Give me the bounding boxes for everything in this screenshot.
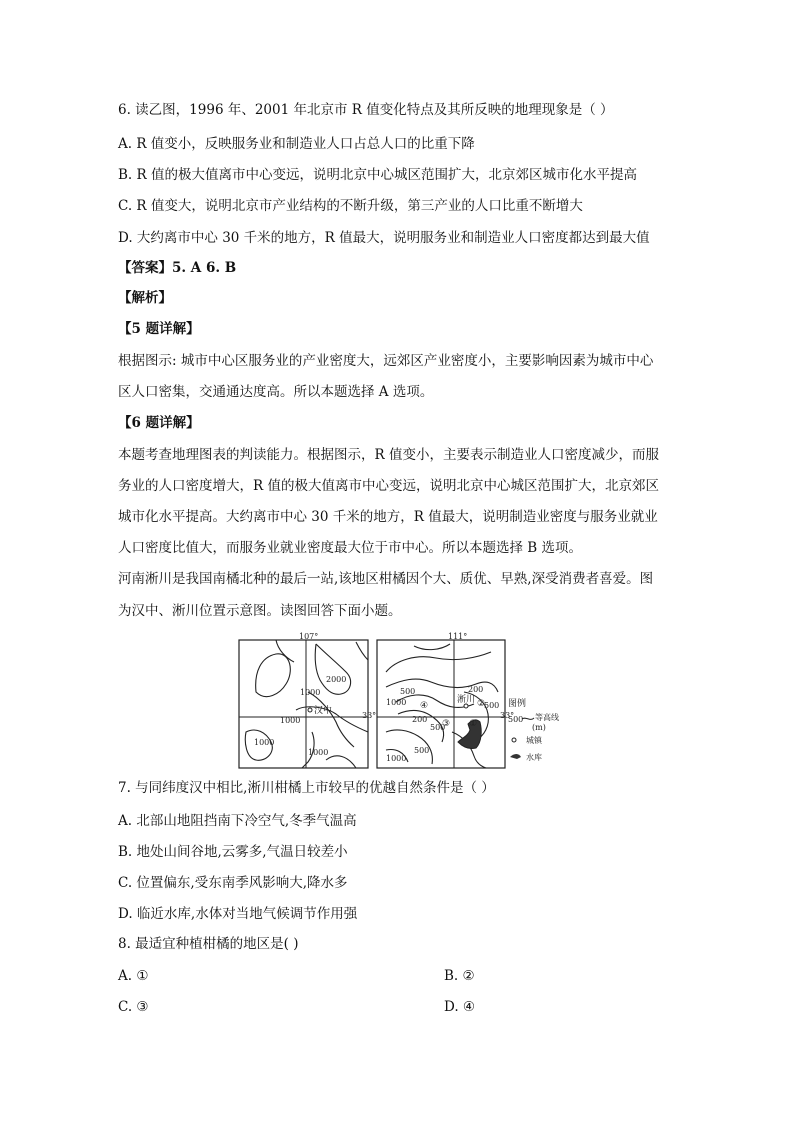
legend-contour-symbol [522, 718, 534, 719]
intro-line: 为汉中、淅川位置示意图。读图回答下面小题。 [118, 603, 402, 619]
q6-detail-line: 本题考查地理图表的判读能力。根据图示，R 值变小，主要表示制造业人口密度减少，而服 [118, 447, 659, 463]
contour-label: 1000 [300, 688, 321, 697]
q6-detail-line: 人口密度比值大，而服务业就业密度最大位于市中心。所以本题选择 B 选项。 [118, 540, 583, 556]
q6-detail-line: 城市化水平提高。大约离市中心 30 千米的地方，R 值最大，说明制造业密度与服务业就业 [118, 509, 658, 525]
contour-label: 1000 [308, 748, 329, 757]
area-mark-3: ③ [442, 719, 451, 729]
question-6-option-d: D. 大约离市中心 30 千米的地方，R 值最大，说明服务业和制造业人口密度都达到最大值 [118, 230, 650, 246]
question-6-option-b: B. R 值的极大值离市中心变远，说明北京中心城区范围扩大，北京郊区城市化水平提高 [118, 167, 637, 183]
contour-label: 500 [430, 723, 446, 732]
question-8-option-c: C. ③ [118, 999, 149, 1015]
question-8-option-b: B. ② [444, 968, 475, 984]
legend-title: 图例 [508, 699, 527, 709]
question-7-option-c: C. 位置偏东,受东南季风影响大,降水多 [118, 875, 348, 891]
intro-line: 河南淅川是我国南橘北种的最后一站,该地区柑橘因个大、质优、早熟,深受消费者喜爱。图 [118, 571, 654, 587]
contour-label: 500 [400, 687, 416, 696]
contour-label: 200 [412, 715, 428, 724]
question-7-stem: 7. 与同纬度汉中相比,淅川柑橘上市较早的优越自然条件是（ ） [118, 780, 495, 796]
legend-contour-label: 等高线 [535, 713, 559, 722]
legend-town-symbol [512, 738, 516, 742]
analysis-title: 【解析】 [118, 290, 172, 306]
question-6-option-a: A. R 值变小，反映服务业和制造业人口占总人口的比重下降 [118, 136, 475, 152]
contour-label: 1000 [254, 738, 275, 747]
contour-label: 500 [484, 701, 500, 710]
city-label-hanzhong: 汉中 [314, 706, 333, 716]
contour-label: 1000 [386, 698, 407, 707]
question-7-option-d: D. 临近水库,水体对当地气候调节作用强 [118, 906, 358, 922]
question-8-option-d: D. ④ [444, 999, 476, 1015]
legend-town-label: 城镇 [526, 736, 542, 745]
question-7-option-a: A. 北部山地阻挡南下冷空气,冬季气温高 [118, 813, 357, 829]
right-latitude-label: 33° [500, 711, 515, 720]
legend-reservoir-label: 水库 [526, 753, 542, 762]
left-map-frame [239, 640, 368, 768]
question-8-stem: 8. 最适宜种植柑橘的地区是( ) [118, 936, 299, 952]
city-label-xichuan: 淅川 [457, 695, 476, 705]
legend-contour-value: 500 [508, 715, 524, 724]
contour-label: 200 [468, 685, 484, 694]
contour-label: 1000 [386, 754, 407, 763]
left-contours [245, 640, 368, 768]
contour-label: 500 [414, 746, 430, 755]
q5-detail-line: 根据图示: 城市中心区服务业的产业密度大，远郊区产业密度小，主要影响因素为城市中心 [118, 353, 654, 369]
area-mark-2: ② [477, 699, 486, 709]
area-mark-1: ① [469, 719, 478, 729]
contour-label: 2000 [326, 675, 347, 684]
right-longitude-label: 111° [448, 632, 468, 641]
q6-detail-line: 务业的人口密度增大，R 值的极大值离市中心变远，说明北京中心城区范围扩大，北京郊区 [118, 478, 659, 494]
question-8-option-a: A. ① [118, 968, 149, 984]
q5-detail-line: 区人口密集，交通通达度高。所以本题选择 A 选项。 [118, 384, 434, 400]
area-mark-4: ④ [420, 701, 429, 711]
location-map-figure [236, 632, 566, 772]
left-latitude-label: 33° [362, 711, 377, 720]
left-longitude-label: 107° [299, 632, 319, 641]
question-6-option-c: C. R 值变大，说明北京市产业结构的不断升级，第三产业的人口比重不断增大 [118, 198, 583, 214]
question-6-stem: 6. 读乙图，1996 年、2001 年北京市 R 值变化特点及其所反映的地理现象是（ ） [118, 102, 614, 118]
answer-line: 【答案】5. A 6. B [118, 260, 237, 276]
contour-label: 1000 [280, 716, 301, 725]
legend-reservoir-symbol [510, 754, 521, 759]
map-legend [508, 697, 559, 762]
legend-unit: (m) [532, 723, 546, 732]
q5-detail-title: 【5 题详解】 [118, 321, 200, 337]
town-marker-hanzhong [308, 708, 312, 712]
q6-detail-title: 【6 题详解】 [118, 415, 200, 431]
question-7-option-b: B. 地处山间谷地,云雾多,气温日较差小 [118, 844, 348, 860]
